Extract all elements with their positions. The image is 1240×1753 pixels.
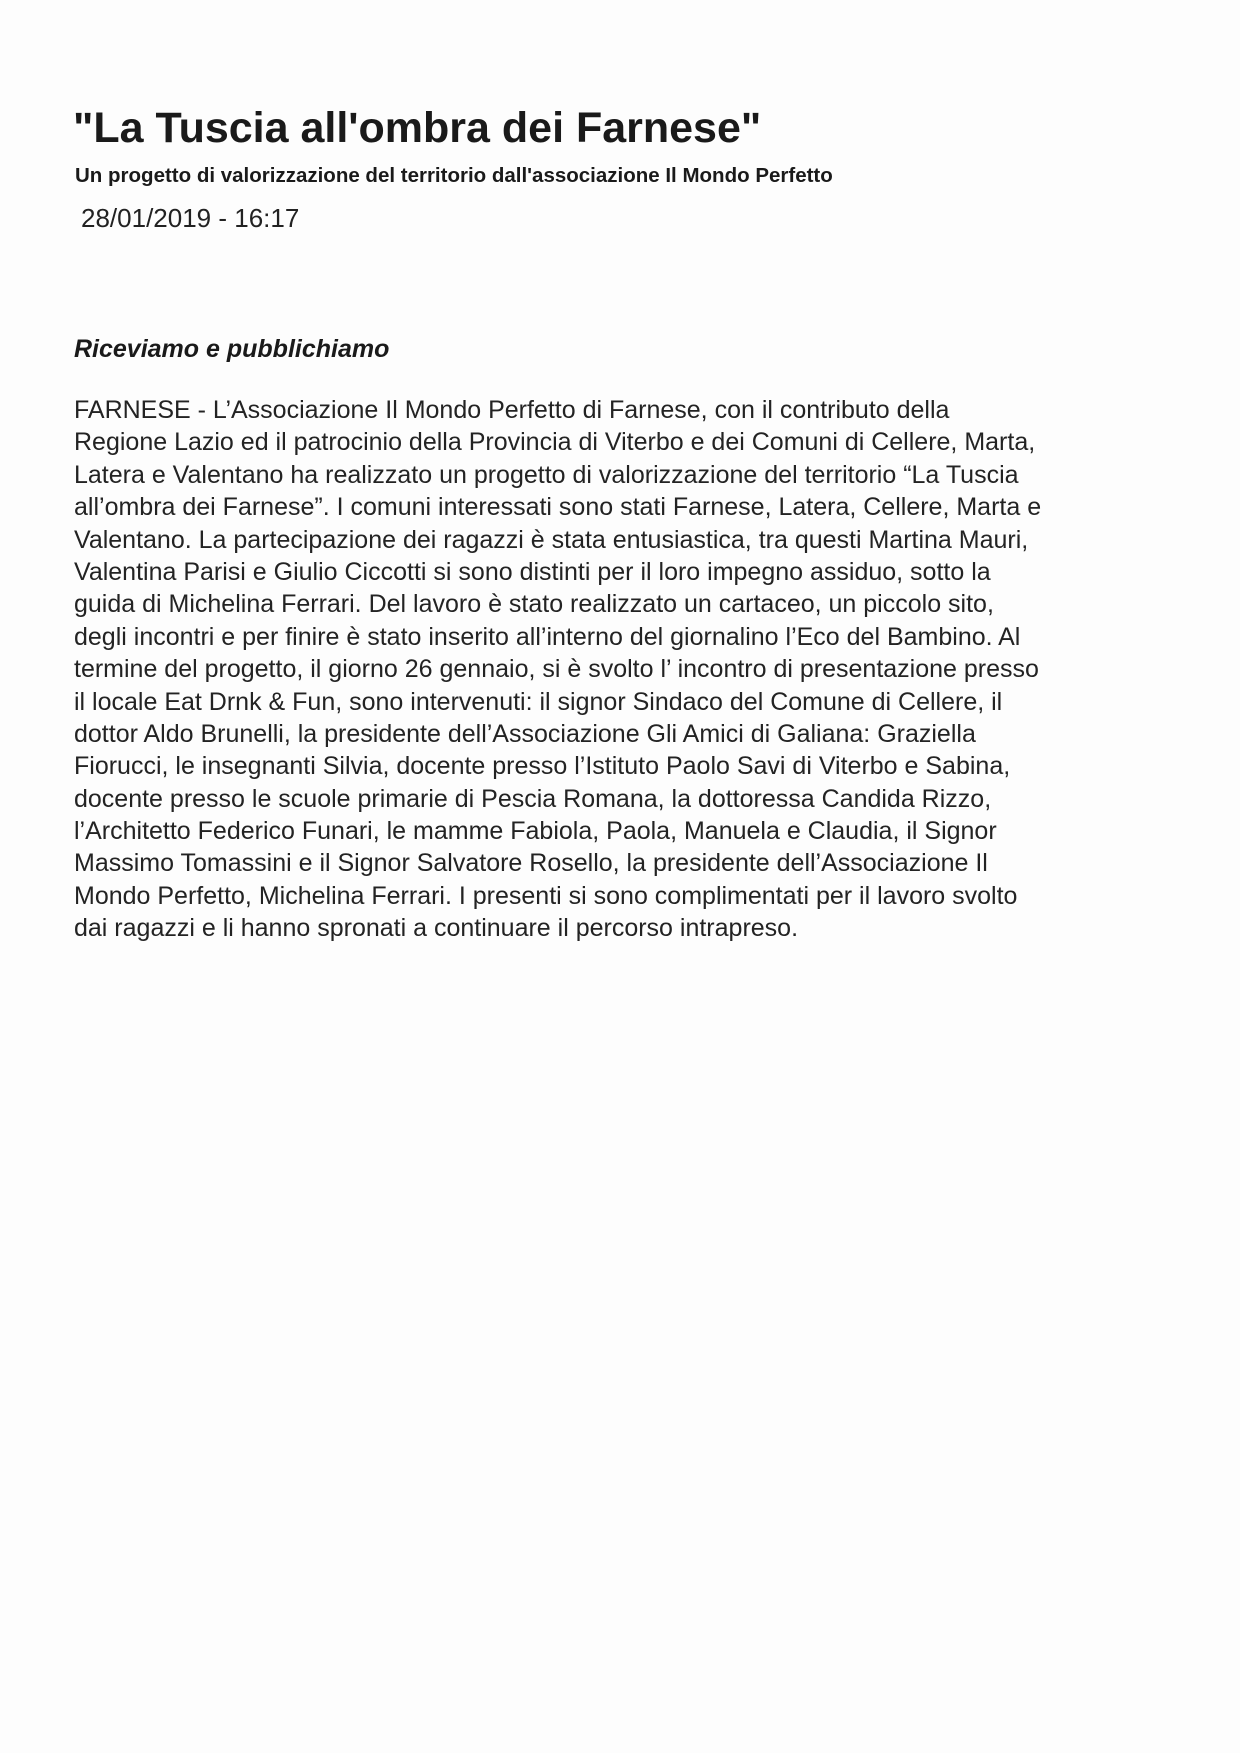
body-line: guida di Michelina Ferrari. Del lavoro è stato realizzato un cartaceo, un piccolo sito, — [74, 590, 994, 619]
body-line: Regione Lazio ed il patrocinio della Provincia di Viterbo e dei Comuni di Cellere, Marta, — [74, 428, 1036, 457]
body-line: FARNESE - L’Associazione Il Mondo Perfetto di Farnese, con il contributo della — [74, 396, 950, 424]
body-line: degli incontri e per finire è stato inserito all’interno del giornalino l’Eco del Bambino. Al — [74, 622, 1021, 651]
body-line: il locale Eat Drnk & Fun, sono intervenuti: il signor Sindaco del Comune di Cellere, il — [74, 687, 1003, 716]
article-body — [74, 394, 1174, 945]
body-line: l’Architetto Federico Funari, le mamme Fabiola, Paola, Manuela e Claudia, il Signor — [74, 817, 997, 846]
body-line: dottor Aldo Brunelli, la presidente dell’Associazione Gli Amici di Galiana: Graziella — [74, 719, 976, 748]
body-line: Latera e Valentano ha realizzato un progetto di valorizzazione del territorio “La Tuscia — [74, 460, 1019, 489]
body-line: dai ragazzi e li hanno spronati a continuare il percorso intrapreso. — [74, 914, 799, 943]
body-line: Fiorucci, le insegnanti Silvia, docente presso l’Istituto Paolo Savi di Viterbo e Sabina, — [74, 752, 1011, 781]
body-line: termine del progetto, il giorno 26 gennaio, si è svolto l’ incontro di presentazione presso — [74, 655, 1039, 684]
body-line: Valentina Parisi e Giulio Ciccotti si sono distinti per il loro impegno assiduo, sotto la — [74, 557, 991, 586]
publication-datetime: 28/01/2019 - 16:17 — [81, 203, 300, 233]
body-line: Valentano. La partecipazione dei ragazzi è stata entusiastica, tra questi Martina Mauri, — [74, 525, 1029, 554]
article-subtitle: Un progetto di valorizzazione del territorio dall'associazione Il Mondo Perfetto — [75, 164, 833, 187]
body-line: docente presso le scuole primarie di Pescia Romana, la dottoressa Candida Rizzo, — [74, 784, 992, 813]
body-line: all’ombra dei Farnese”. I comuni interessati sono stati Farnese, Latera, Cellere, Marta e — [74, 493, 1042, 522]
article-title: "La Tuscia all'ombra dei Farnese" — [73, 104, 762, 152]
body-line: Massimo Tomassini e il Signor Salvatore Rosello, la presidente dell’Associazione Il — [74, 849, 988, 878]
body-line: Mondo Perfetto, Michelina Ferrari. I presenti si sono complimentati per il lavoro svolto — [74, 881, 1018, 910]
article-kicker: Riceviamo e pubblichiamo — [74, 335, 390, 363]
